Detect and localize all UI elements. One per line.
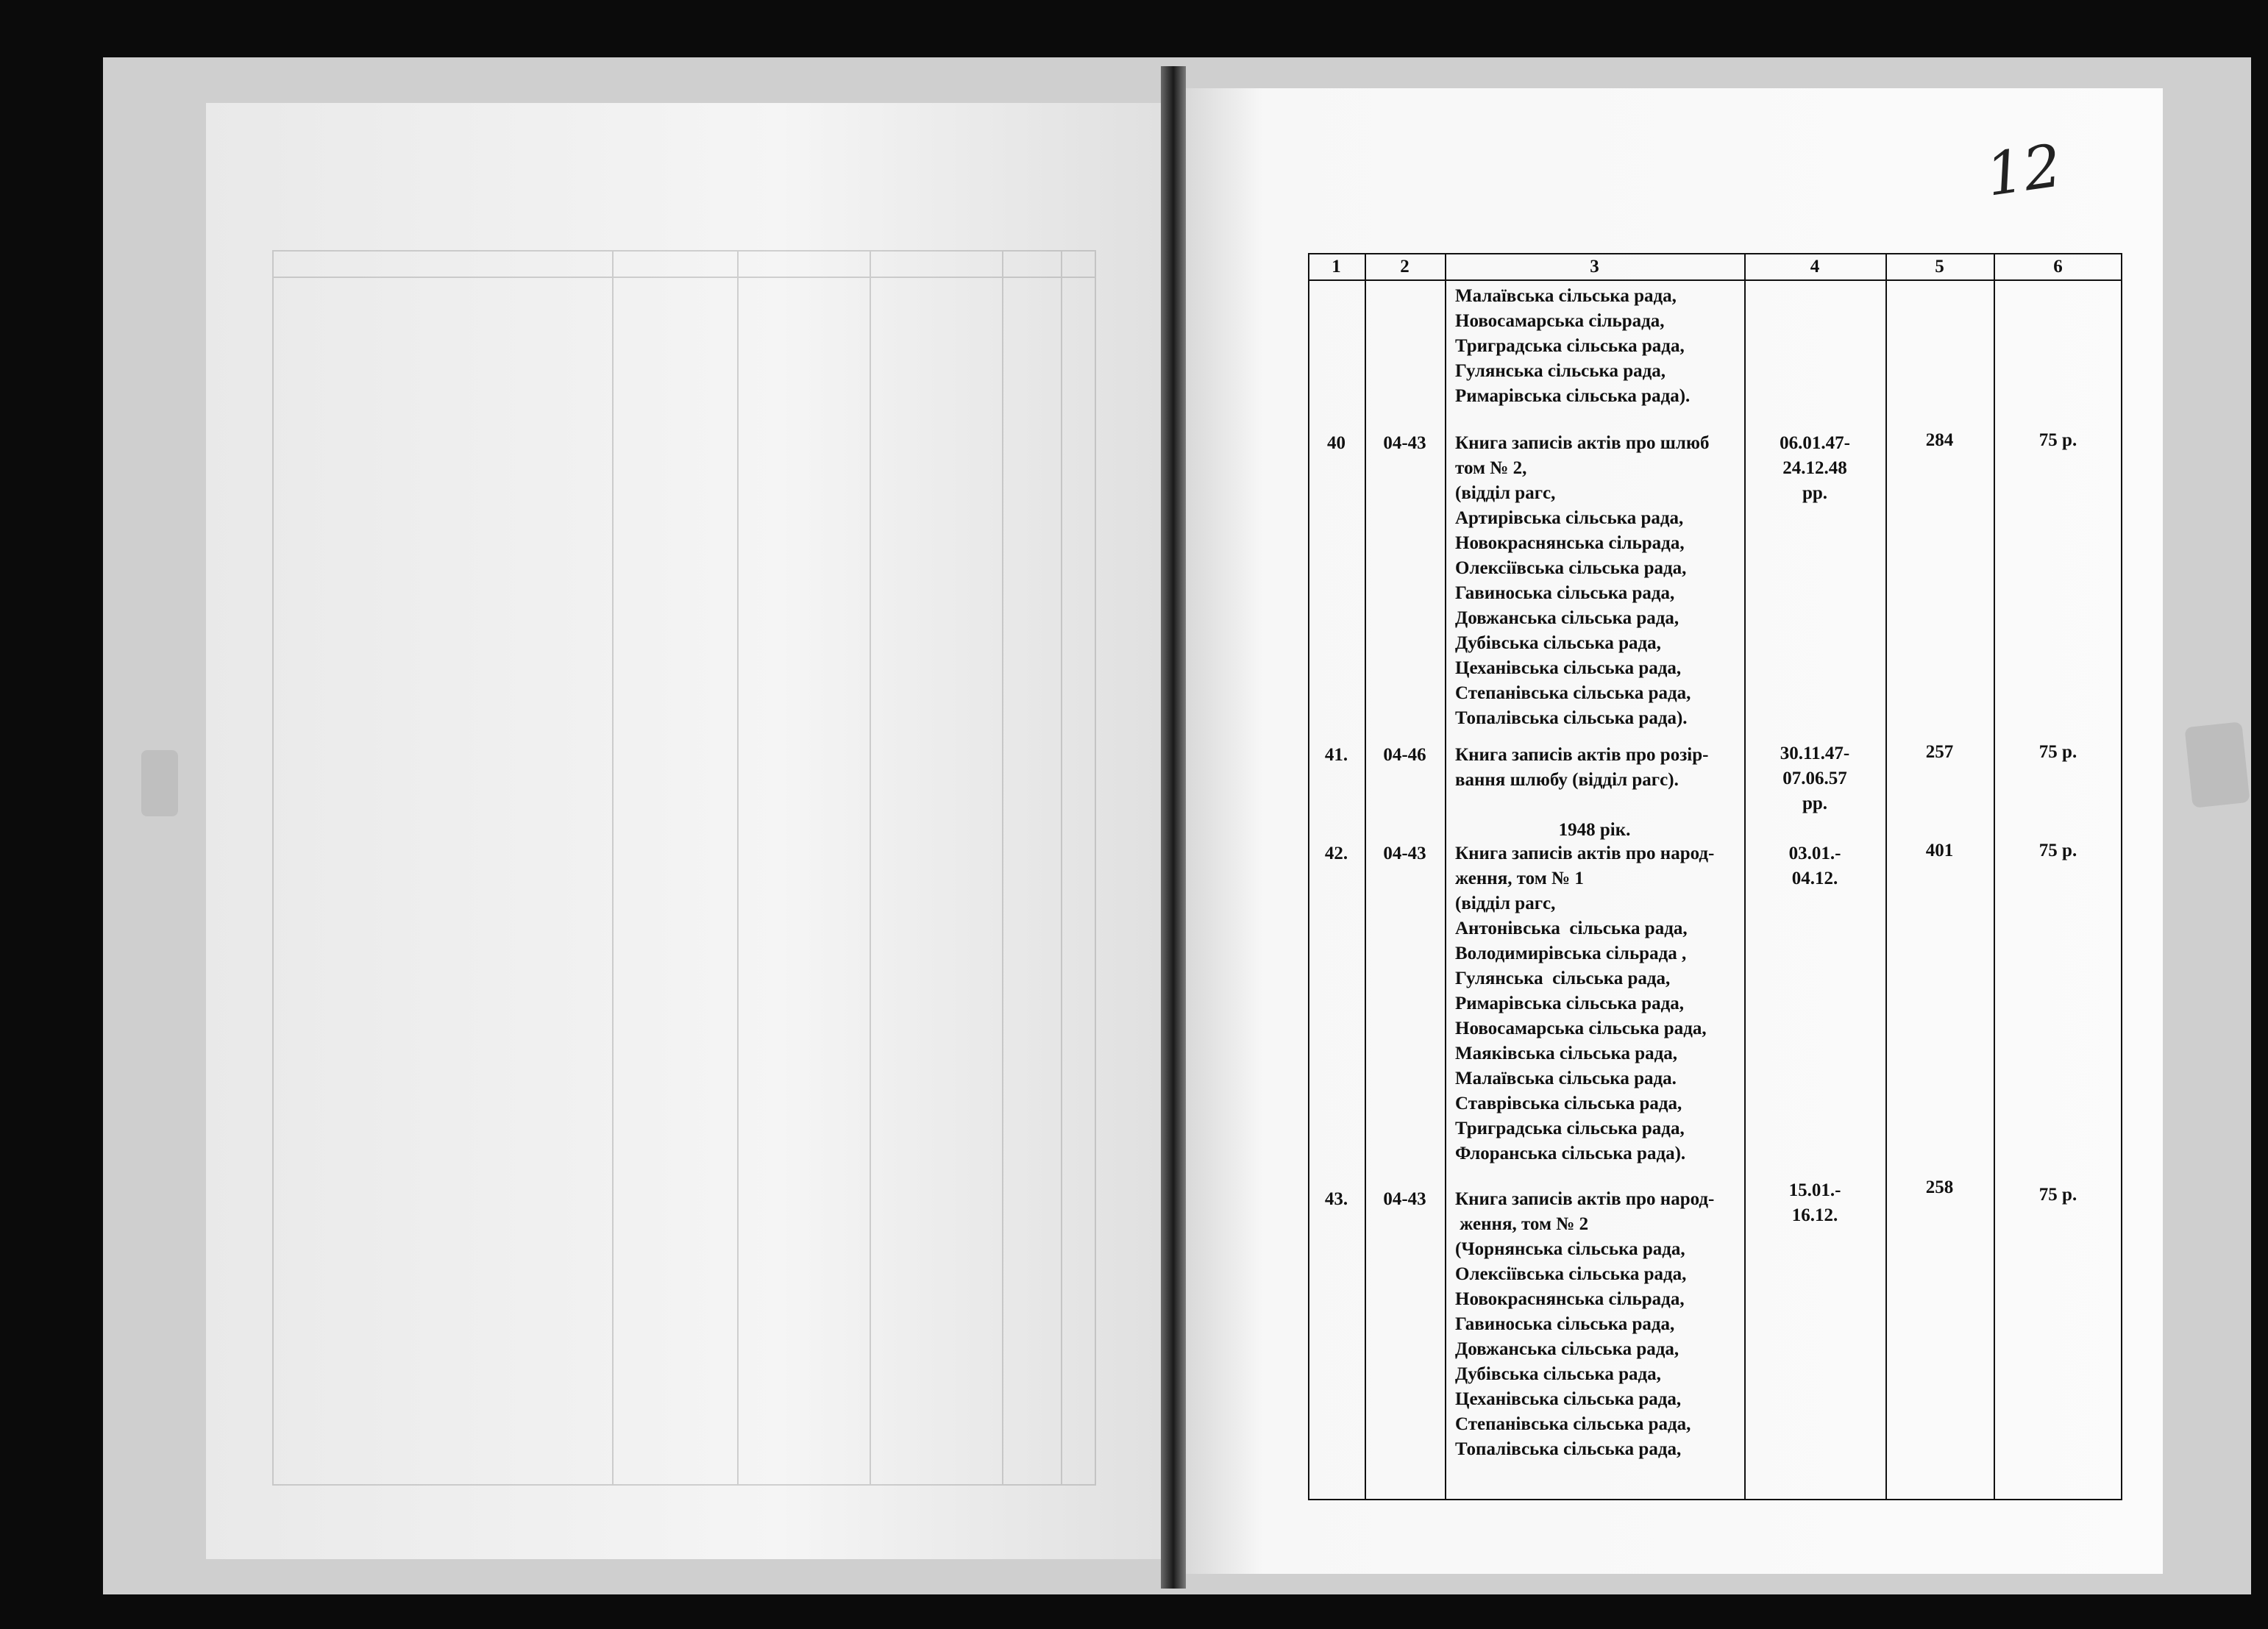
row-43-desc: Книга записів актів про народ- — [1455, 1189, 1715, 1209]
row-41-dates: 30.11.47- — [1780, 744, 1850, 763]
header-col-4: 4 — [1810, 257, 1820, 277]
row-40-desc: Цеханівська сільська рада, — [1455, 658, 1682, 678]
continuation-line: Римарівська сільська рада). — [1455, 386, 1691, 406]
row-43-desc: Дубівська сільська рада, — [1455, 1364, 1661, 1384]
header-col-5: 5 — [1935, 257, 1944, 277]
row-43-desc: Новокраснянська сільрада, — [1455, 1289, 1685, 1309]
row-43-num: 43. — [1324, 1189, 1348, 1209]
row-40-desc: Гавиноська сільська рада, — [1455, 583, 1675, 603]
row-43-desc: (Чорнянська сільська рада, — [1455, 1239, 1685, 1259]
row-43-desc: Степанівська сільська рада, — [1455, 1414, 1691, 1434]
row-43-dates: 16.12. — [1791, 1205, 1838, 1225]
row-40-term: 75 р. — [2038, 430, 2077, 450]
row-40-desc: Дубівська сільська рада, — [1455, 633, 1661, 653]
row-40-dates: 24.12.48 — [1782, 458, 1847, 478]
header-col-6: 6 — [2053, 257, 2063, 277]
row-40-code: 04-43 — [1383, 433, 1426, 453]
row-42-desc: ження, том № 1 — [1455, 869, 1584, 888]
row-41-desc: Книга записів актів про розір- — [1455, 745, 1709, 765]
row-41-code: 04-46 — [1383, 745, 1426, 765]
row-42-term: 75 р. — [2038, 841, 2077, 860]
row-42-desc: Антонівська сільська рада, — [1455, 919, 1688, 938]
row-41-term: 75 р. — [2038, 742, 2077, 762]
row-40-desc: Новокраснянська сільрада, — [1455, 533, 1685, 553]
binding-tab — [2184, 721, 2250, 808]
row-43-dates: 15.01.- — [1788, 1180, 1841, 1200]
register-table — [1308, 253, 2122, 1500]
row-43-desc: Гавиноська сільська рада, — [1455, 1314, 1675, 1334]
bleed-through-table — [272, 250, 1096, 1486]
binding-clip — [141, 750, 178, 816]
row-43-desc: Топалівська сільська рада, — [1455, 1439, 1682, 1459]
header-col-3: 3 — [1590, 257, 1599, 277]
row-42-desc: Малаївська сільська рада. — [1455, 1069, 1677, 1088]
row-43-code: 04-43 — [1383, 1189, 1426, 1209]
row-42-desc: Книга записів актів про народ- — [1455, 844, 1715, 863]
row-43-desc: ження, том № 2 — [1455, 1214, 1589, 1234]
row-42-desc: Триградська сільська рада, — [1455, 1119, 1685, 1138]
row-40-desc: Довжанська сільська рада, — [1455, 608, 1679, 628]
row-40-desc: Книга записів актів про шлюб — [1455, 433, 1710, 453]
row-42-count: 401 — [1925, 841, 1954, 860]
row-42-dates: 03.01.- — [1788, 844, 1841, 863]
row-43-desc: Цеханівська сільська рада, — [1455, 1389, 1682, 1409]
column-divider — [1445, 253, 1446, 1500]
book-spine — [1161, 66, 1186, 1589]
row-43-desc: Олексіївська сільська рада, — [1455, 1264, 1687, 1284]
row-42-desc: Маяківська сільська рада, — [1455, 1044, 1678, 1063]
header-col-1: 1 — [1332, 257, 1341, 277]
row-43-desc: Довжанська сільська рада, — [1455, 1339, 1679, 1359]
continuation-line: Малаївська сільська рада, — [1455, 286, 1677, 306]
row-42-desc: Римарівська сільська рада, — [1455, 994, 1684, 1013]
row-41-desc: вання шлюбу (відділ рагс). — [1455, 770, 1679, 790]
row-41-dates: 07.06.57 — [1782, 769, 1847, 788]
row-43-term: 75 р. — [2038, 1185, 2077, 1205]
row-43-count: 258 — [1925, 1177, 1954, 1197]
row-40-dates: 06.01.47- — [1780, 433, 1850, 453]
row-42-desc: (відділ рагс, — [1455, 894, 1556, 913]
bleed-through-grid — [272, 250, 1096, 1486]
header-col-2: 2 — [1400, 257, 1409, 277]
row-40-count: 284 — [1925, 430, 1954, 450]
row-40-desc: Топалівська сільська рада). — [1455, 708, 1688, 728]
row-40-desc: том № 2, — [1455, 458, 1527, 478]
row-42-desc: Новосамарська сільська рада, — [1455, 1019, 1707, 1038]
row-42-desc: Флоранська сільська рада). — [1455, 1144, 1686, 1163]
continuation-line: Триградська сільська рада, — [1455, 336, 1685, 356]
row-42-dates: 04.12. — [1791, 869, 1838, 888]
row-40-num: 40 — [1327, 433, 1345, 453]
row-40-desc: Артирівська сільська рада, — [1455, 508, 1684, 528]
row-40-dates: рр. — [1802, 483, 1828, 503]
row-40-desc: (відділ рагс, — [1455, 483, 1556, 503]
row-41-num: 41. — [1324, 745, 1348, 765]
year-heading: 1948 рік. — [1558, 820, 1631, 840]
continuation-line: Новосамарська сільрада, — [1455, 311, 1665, 331]
row-42-desc: Ставрівська сільська рада, — [1455, 1094, 1682, 1113]
row-42-desc: Володимирівська сільрада , — [1455, 944, 1687, 963]
row-41-dates: рр. — [1802, 794, 1828, 813]
continuation-line: Гулянська сільська рада, — [1455, 361, 1666, 381]
row-41-count: 257 — [1925, 742, 1954, 762]
row-42-desc: Гулянська сільська рада, — [1455, 969, 1671, 988]
row-42-num: 42. — [1324, 844, 1348, 863]
row-40-desc: Степанівська сільська рада, — [1455, 683, 1691, 703]
row-40-desc: Олексіївська сільська рада, — [1455, 558, 1687, 578]
page-number: 12 — [1982, 131, 2066, 210]
row-42-code: 04-43 — [1383, 844, 1426, 863]
